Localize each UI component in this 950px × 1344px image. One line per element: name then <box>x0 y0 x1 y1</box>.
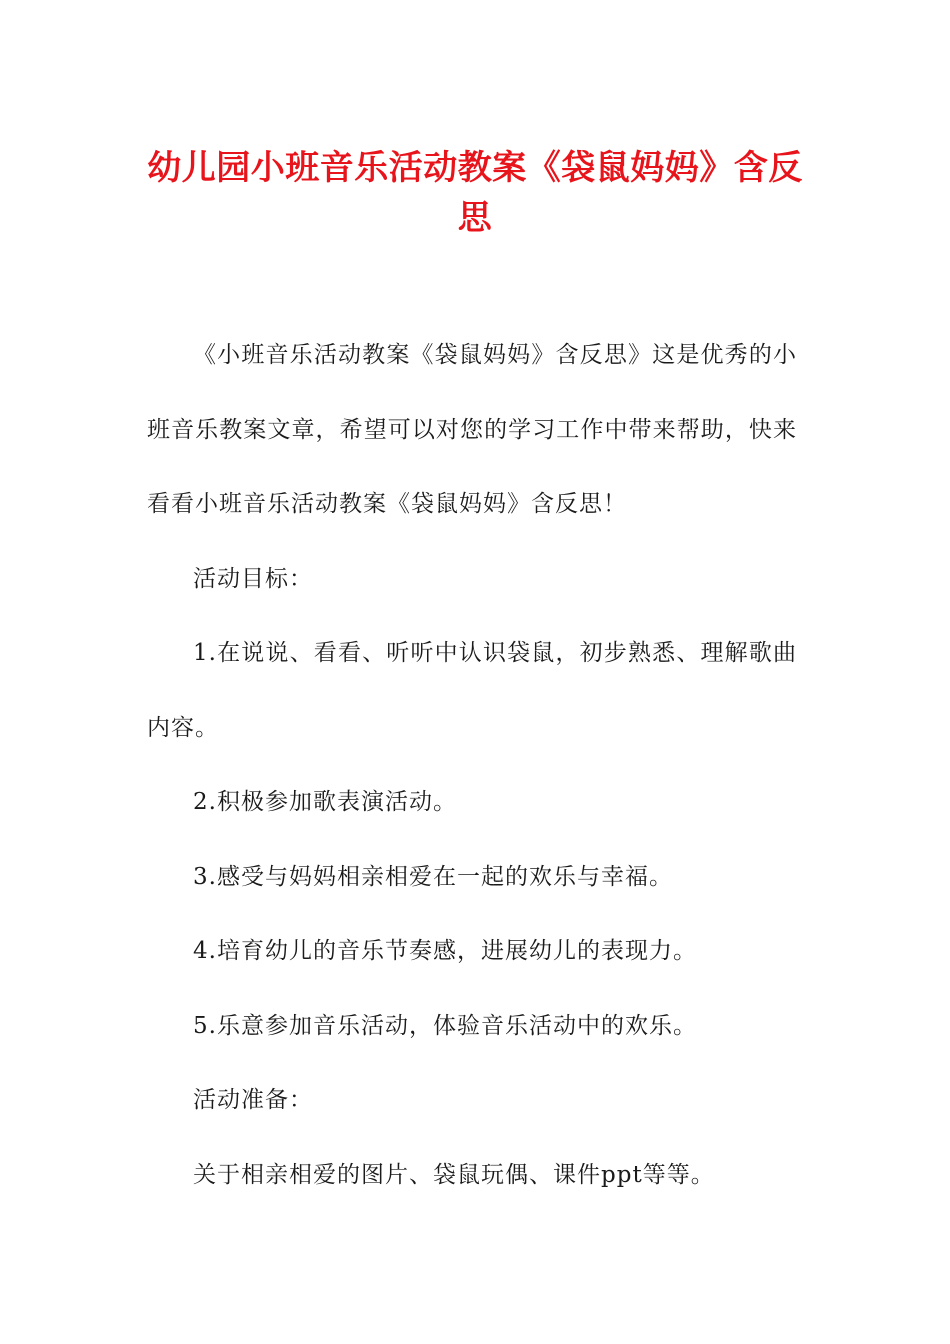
section-heading-goals: 活动目标： <box>193 565 313 592</box>
goal-item-4: 4.培育幼儿的音乐节奏感，进展幼儿的表现力。 <box>193 938 697 964</box>
goal-item-1: 1.在说说、看看、听听中认识袋鼠，初步熟悉、理解歌曲内容。 <box>147 640 797 741</box>
preparation-paragraph: 关于相亲相爱的图片、袋鼠玩偶、课件ppt等等。 <box>193 1161 715 1188</box>
goal-item-2: 2.积极参加歌表演活动。 <box>193 789 457 815</box>
goal-item-5: 5.乐意参加音乐活动，体验音乐活动中的欢乐。 <box>193 1012 697 1039</box>
goal-item-3: 3.感受与妈妈相亲相爱在一起的欢乐与幸福。 <box>193 863 673 890</box>
document-title: 幼儿园小班音乐活动教案《袋鼠妈妈》含反思 <box>147 148 803 238</box>
document-body <box>147 318 797 1212</box>
intro-paragraph: 《小班音乐活动教案《袋鼠妈妈》含反思》这是优秀的小班音乐教案文章，希望可以对您的学习工作中带来帮助，快来看看小班音乐活动教案《袋鼠妈妈》含反思！ <box>147 342 797 517</box>
section-heading-preparation: 活动准备： <box>193 1087 313 1113</box>
